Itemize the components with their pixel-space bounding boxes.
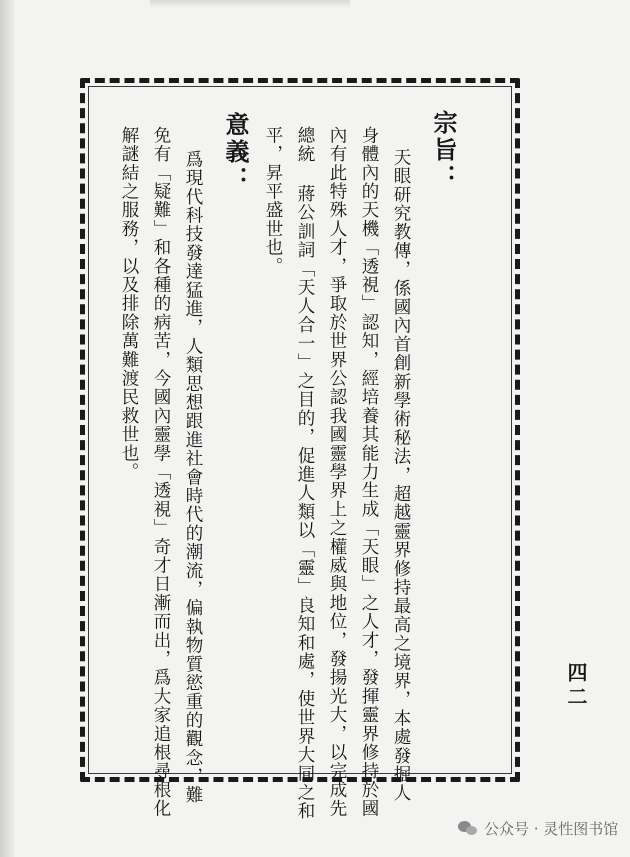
purpose-heading: 宗旨： [429,110,458,191]
purpose-line-3: 內有此特殊人才，爭取於世界公認我國靈學界上之權威與地位，發揚光大，以完成先 [327,126,347,818]
meaning-heading: 意義： [221,112,250,193]
meaning-line-1: 爲現代科技發達猛進，人類思想跟進社會時代的潮流，偏執物質慾重的觀念，難 [183,150,203,805]
meaning-line-2: 免有「疑難」和各種的病苦，今國內靈學「透視」奇才日漸而出，爲大家追根尋根化 [151,126,171,818]
page-number: 四二 [564,662,588,710]
book-binding-edge [0,0,14,857]
wechat-icon [458,821,478,837]
print-bleed [150,0,350,8]
meaning-line-3: 解謎結之服務，以及排除萬難渡民救世也。 [119,126,139,482]
purpose-line-4: 總統 蔣公訓詞「天人合一」之目的，促進人類以「靈」良知和處，使世界大同之和 [295,126,315,821]
watermark-text: 公众号 · 灵性图书馆 [484,820,619,838]
watermark [458,818,618,839]
purpose-line-1: 天眼研究教傳，係國內首創新學術秘法，超越靈界修持最高之境界，本處發掘人 [391,148,411,803]
purpose-line-2: 身體內的天機「透視」認知，經培養其能力生成「天眼」之人才，發揮靈界修持於國 [359,126,379,818]
purpose-line-5: 平，昇平盛世也。 [263,126,283,276]
